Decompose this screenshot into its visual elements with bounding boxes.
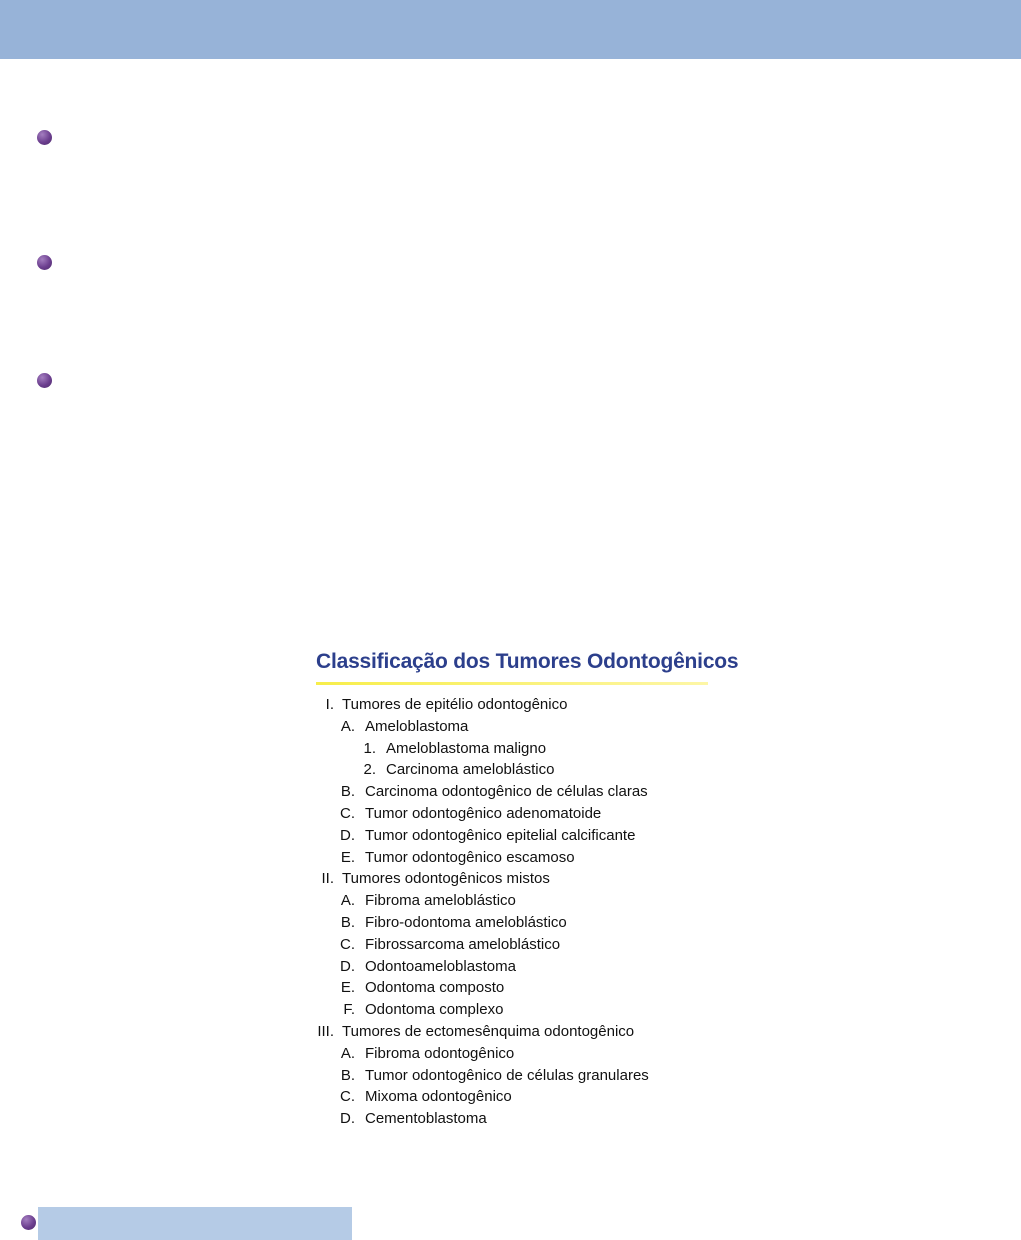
outline-text: Tumor odontogênico adenomatoide [365, 804, 602, 822]
outline-marker: B. [340, 1066, 355, 1084]
outline-text: Ameloblastoma [365, 717, 469, 735]
outline-marker: 2. [363, 761, 376, 779]
outline-marker: C. [340, 804, 355, 822]
bullet-dot-icon [37, 373, 52, 388]
bullet-dot-icon [37, 255, 52, 270]
outline-text: Tumores de ectomesênquima odontogênico [342, 1022, 635, 1040]
outline-text: Tumor odontogênico de células granulares [365, 1066, 649, 1084]
outline-marker: C. [340, 1088, 355, 1106]
outline-marker: A. [340, 892, 355, 910]
outline-marker: 1. [363, 739, 376, 757]
outline-text: Tumor odontogênico escamoso [365, 848, 575, 866]
header-band [0, 0, 1021, 59]
outline-text: Ameloblastoma maligno [386, 739, 547, 757]
outline-text: Tumores odontogênicos mistos [342, 870, 550, 888]
outline-marker: II. [321, 870, 334, 888]
footer-bar [38, 1207, 352, 1240]
outline-text: Odontoma complexo [365, 1001, 504, 1019]
outline-marker: F. [343, 1001, 355, 1019]
bullet-dot-icon [21, 1215, 36, 1230]
outline-text: Odontoameloblastoma [365, 957, 516, 975]
outline-text: Fibroma odontogênico [365, 1044, 515, 1062]
outline-text: Fibro-odontoma ameloblástico [365, 913, 567, 931]
classification-title: Classificação dos Tumores Odontogênicos [316, 650, 739, 673]
outline-text: Mixoma odontogênico [365, 1088, 512, 1106]
outline-marker: D. [340, 826, 355, 844]
outline-text: Tumores de epitélio odontogênico [342, 696, 568, 713]
outline-text: Odontoma composto [365, 979, 505, 997]
outline-text: Cementoblastoma [365, 1110, 487, 1128]
outline-marker: B. [340, 913, 355, 931]
outline-text: Carcinoma odontogênico de células claras [365, 783, 648, 801]
bullet-dot-icon [37, 130, 52, 145]
outline-marker: C. [340, 935, 355, 953]
outline-marker: D. [340, 957, 355, 975]
outline-marker: E. [340, 979, 355, 997]
outline-text: Fibrossarcoma ameloblástico [365, 935, 561, 953]
title-underline [316, 682, 708, 685]
outline-marker: D. [340, 1110, 355, 1128]
outline-marker: A. [340, 717, 355, 735]
outline-marker: E. [340, 848, 355, 866]
outline-text: Carcinoma ameloblástico [386, 761, 555, 779]
outline-marker: A. [340, 1044, 355, 1062]
outline-marker: III. [317, 1022, 334, 1040]
outline-text: Tumor odontogênico epitelial calcificante [365, 826, 636, 844]
outline-marker: I. [325, 696, 334, 713]
outline-text: Fibroma ameloblástico [365, 892, 516, 910]
outline-marker: B. [340, 783, 355, 801]
